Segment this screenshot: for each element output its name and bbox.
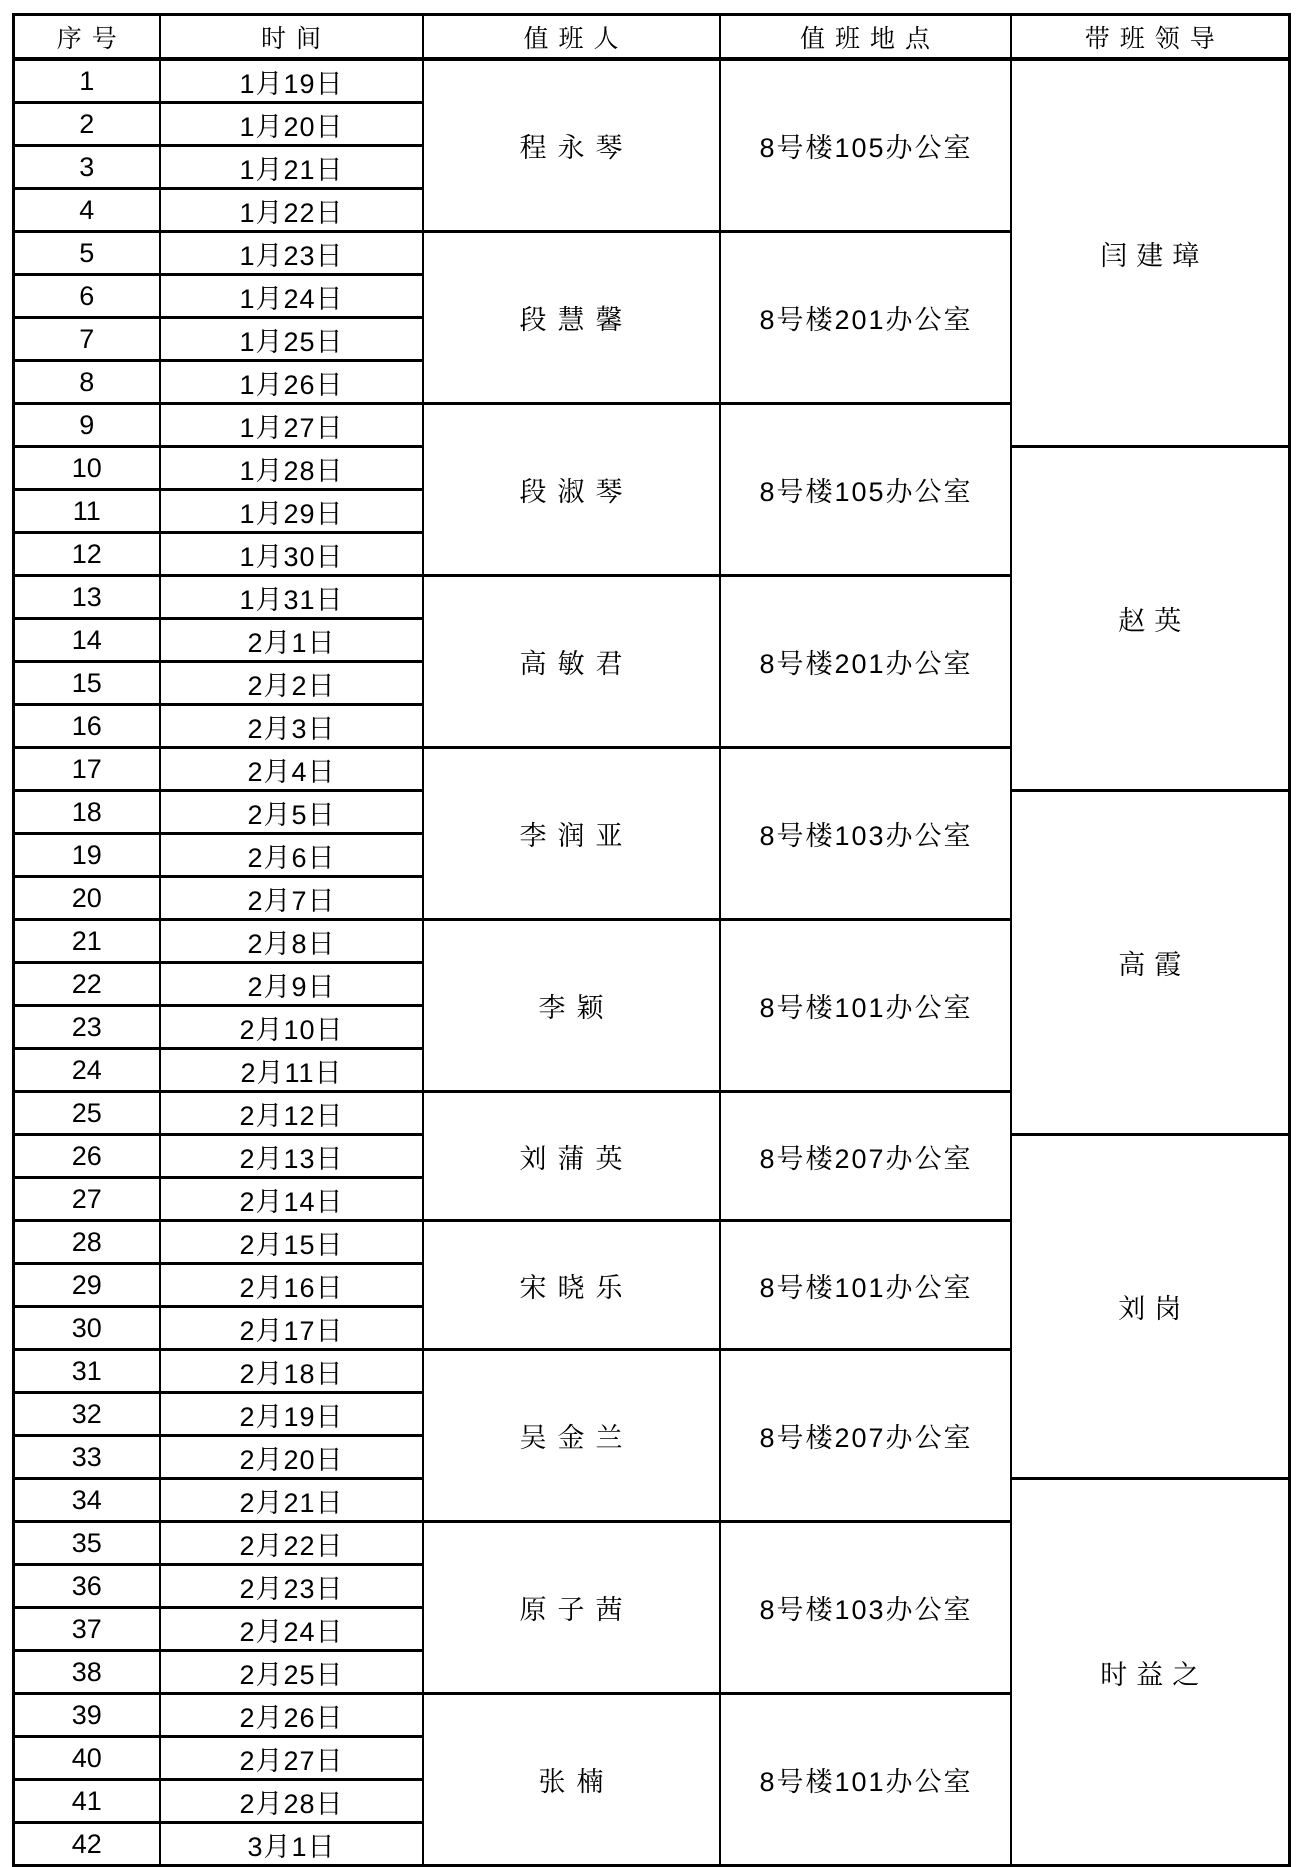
date-cell: 2月28日 [160, 1780, 423, 1823]
date-cell: 2月2日 [160, 662, 423, 705]
leader-cell: 赵英 [1011, 447, 1290, 791]
date-cell: 1月28日 [160, 447, 423, 490]
date-cell: 2月7日 [160, 877, 423, 920]
date-cell: 2月18日 [160, 1350, 423, 1393]
serial-cell: 15 [14, 662, 160, 705]
header-leader: 带班领导 [1011, 15, 1290, 60]
serial-cell: 35 [14, 1522, 160, 1565]
serial-cell: 23 [14, 1006, 160, 1049]
header-date: 时间 [160, 15, 423, 60]
date-cell: 1月19日 [160, 59, 423, 103]
serial-cell: 41 [14, 1780, 160, 1823]
date-cell: 2月1日 [160, 619, 423, 662]
date-cell: 1月31日 [160, 576, 423, 619]
date-cell: 1月26日 [160, 361, 423, 404]
location-cell: 8号楼207办公室 [720, 1092, 1011, 1221]
date-cell: 2月3日 [160, 705, 423, 748]
serial-cell: 12 [14, 533, 160, 576]
date-cell: 1月27日 [160, 404, 423, 447]
person-cell: 高敏君 [423, 576, 720, 748]
date-cell: 2月13日 [160, 1135, 423, 1178]
serial-cell: 20 [14, 877, 160, 920]
person-cell: 宋晓乐 [423, 1221, 720, 1350]
location-cell: 8号楼103办公室 [720, 1522, 1011, 1694]
serial-cell: 14 [14, 619, 160, 662]
date-cell: 2月26日 [160, 1694, 423, 1737]
leader-cell: 刘岗 [1011, 1135, 1290, 1479]
leader-cell: 闫建璋 [1011, 59, 1290, 447]
date-cell: 2月11日 [160, 1049, 423, 1092]
serial-cell: 7 [14, 318, 160, 361]
header-person: 值班人 [423, 15, 720, 60]
date-cell: 3月1日 [160, 1823, 423, 1866]
date-cell: 1月24日 [160, 275, 423, 318]
table-header-row [14, 15, 1290, 60]
date-cell: 2月16日 [160, 1264, 423, 1307]
date-cell: 1月30日 [160, 533, 423, 576]
serial-cell: 17 [14, 748, 160, 791]
serial-cell: 40 [14, 1737, 160, 1780]
person-cell: 张楠 [423, 1694, 720, 1866]
date-cell: 1月20日 [160, 103, 423, 146]
date-cell: 2月9日 [160, 963, 423, 1006]
serial-cell: 33 [14, 1436, 160, 1479]
location-cell: 8号楼201办公室 [720, 576, 1011, 748]
date-cell: 2月17日 [160, 1307, 423, 1350]
serial-cell: 9 [14, 404, 160, 447]
date-cell: 1月29日 [160, 490, 423, 533]
person-cell: 刘蒲英 [423, 1092, 720, 1221]
serial-cell: 10 [14, 447, 160, 490]
date-cell: 2月12日 [160, 1092, 423, 1135]
person-cell: 原子茜 [423, 1522, 720, 1694]
header-location: 值班地点 [720, 15, 1011, 60]
date-cell: 2月27日 [160, 1737, 423, 1780]
serial-cell: 13 [14, 576, 160, 619]
serial-cell: 32 [14, 1393, 160, 1436]
location-cell: 8号楼101办公室 [720, 1221, 1011, 1350]
location-cell: 8号楼207办公室 [720, 1350, 1011, 1522]
serial-cell: 34 [14, 1479, 160, 1522]
serial-cell: 16 [14, 705, 160, 748]
date-cell: 2月14日 [160, 1178, 423, 1221]
location-cell: 8号楼103办公室 [720, 748, 1011, 920]
date-cell: 2月15日 [160, 1221, 423, 1264]
serial-cell: 18 [14, 791, 160, 834]
serial-cell: 19 [14, 834, 160, 877]
serial-cell: 30 [14, 1307, 160, 1350]
serial-cell: 2 [14, 103, 160, 146]
serial-cell: 11 [14, 490, 160, 533]
duty-schedule-table [12, 13, 1291, 1867]
serial-cell: 22 [14, 963, 160, 1006]
leader-cell: 高霞 [1011, 791, 1290, 1135]
serial-cell: 4 [14, 189, 160, 232]
date-cell: 2月4日 [160, 748, 423, 791]
serial-cell: 42 [14, 1823, 160, 1866]
date-cell: 2月5日 [160, 791, 423, 834]
date-cell: 2月19日 [160, 1393, 423, 1436]
serial-cell: 37 [14, 1608, 160, 1651]
serial-cell: 36 [14, 1565, 160, 1608]
date-cell: 2月20日 [160, 1436, 423, 1479]
location-cell: 8号楼105办公室 [720, 59, 1011, 232]
person-cell: 段慧馨 [423, 232, 720, 404]
person-cell: 吴金兰 [423, 1350, 720, 1522]
serial-cell: 38 [14, 1651, 160, 1694]
person-cell: 李颖 [423, 920, 720, 1092]
location-cell: 8号楼201办公室 [720, 232, 1011, 404]
serial-cell: 31 [14, 1350, 160, 1393]
location-cell: 8号楼105办公室 [720, 404, 1011, 576]
location-cell: 8号楼101办公室 [720, 920, 1011, 1092]
date-cell: 2月21日 [160, 1479, 423, 1522]
serial-cell: 25 [14, 1092, 160, 1135]
serial-cell: 29 [14, 1264, 160, 1307]
serial-cell: 5 [14, 232, 160, 275]
serial-cell: 6 [14, 275, 160, 318]
serial-cell: 3 [14, 146, 160, 189]
date-cell: 2月24日 [160, 1608, 423, 1651]
date-cell: 2月8日 [160, 920, 423, 963]
leader-cell: 时益之 [1011, 1479, 1290, 1866]
date-cell: 2月23日 [160, 1565, 423, 1608]
serial-cell: 26 [14, 1135, 160, 1178]
location-cell: 8号楼101办公室 [720, 1694, 1011, 1866]
person-cell: 李润亚 [423, 748, 720, 920]
date-cell: 2月25日 [160, 1651, 423, 1694]
date-cell: 2月6日 [160, 834, 423, 877]
date-cell: 1月23日 [160, 232, 423, 275]
table-row [14, 59, 1290, 103]
date-cell: 2月22日 [160, 1522, 423, 1565]
schedule-tbody [14, 59, 1290, 1866]
serial-cell: 1 [14, 59, 160, 103]
person-cell: 段淑琴 [423, 404, 720, 576]
header-serial: 序号 [14, 15, 160, 60]
date-cell: 1月21日 [160, 146, 423, 189]
date-cell: 1月22日 [160, 189, 423, 232]
person-cell: 程永琴 [423, 59, 720, 232]
serial-cell: 28 [14, 1221, 160, 1264]
date-cell: 1月25日 [160, 318, 423, 361]
serial-cell: 24 [14, 1049, 160, 1092]
serial-cell: 39 [14, 1694, 160, 1737]
serial-cell: 8 [14, 361, 160, 404]
serial-cell: 21 [14, 920, 160, 963]
serial-cell: 27 [14, 1178, 160, 1221]
date-cell: 2月10日 [160, 1006, 423, 1049]
